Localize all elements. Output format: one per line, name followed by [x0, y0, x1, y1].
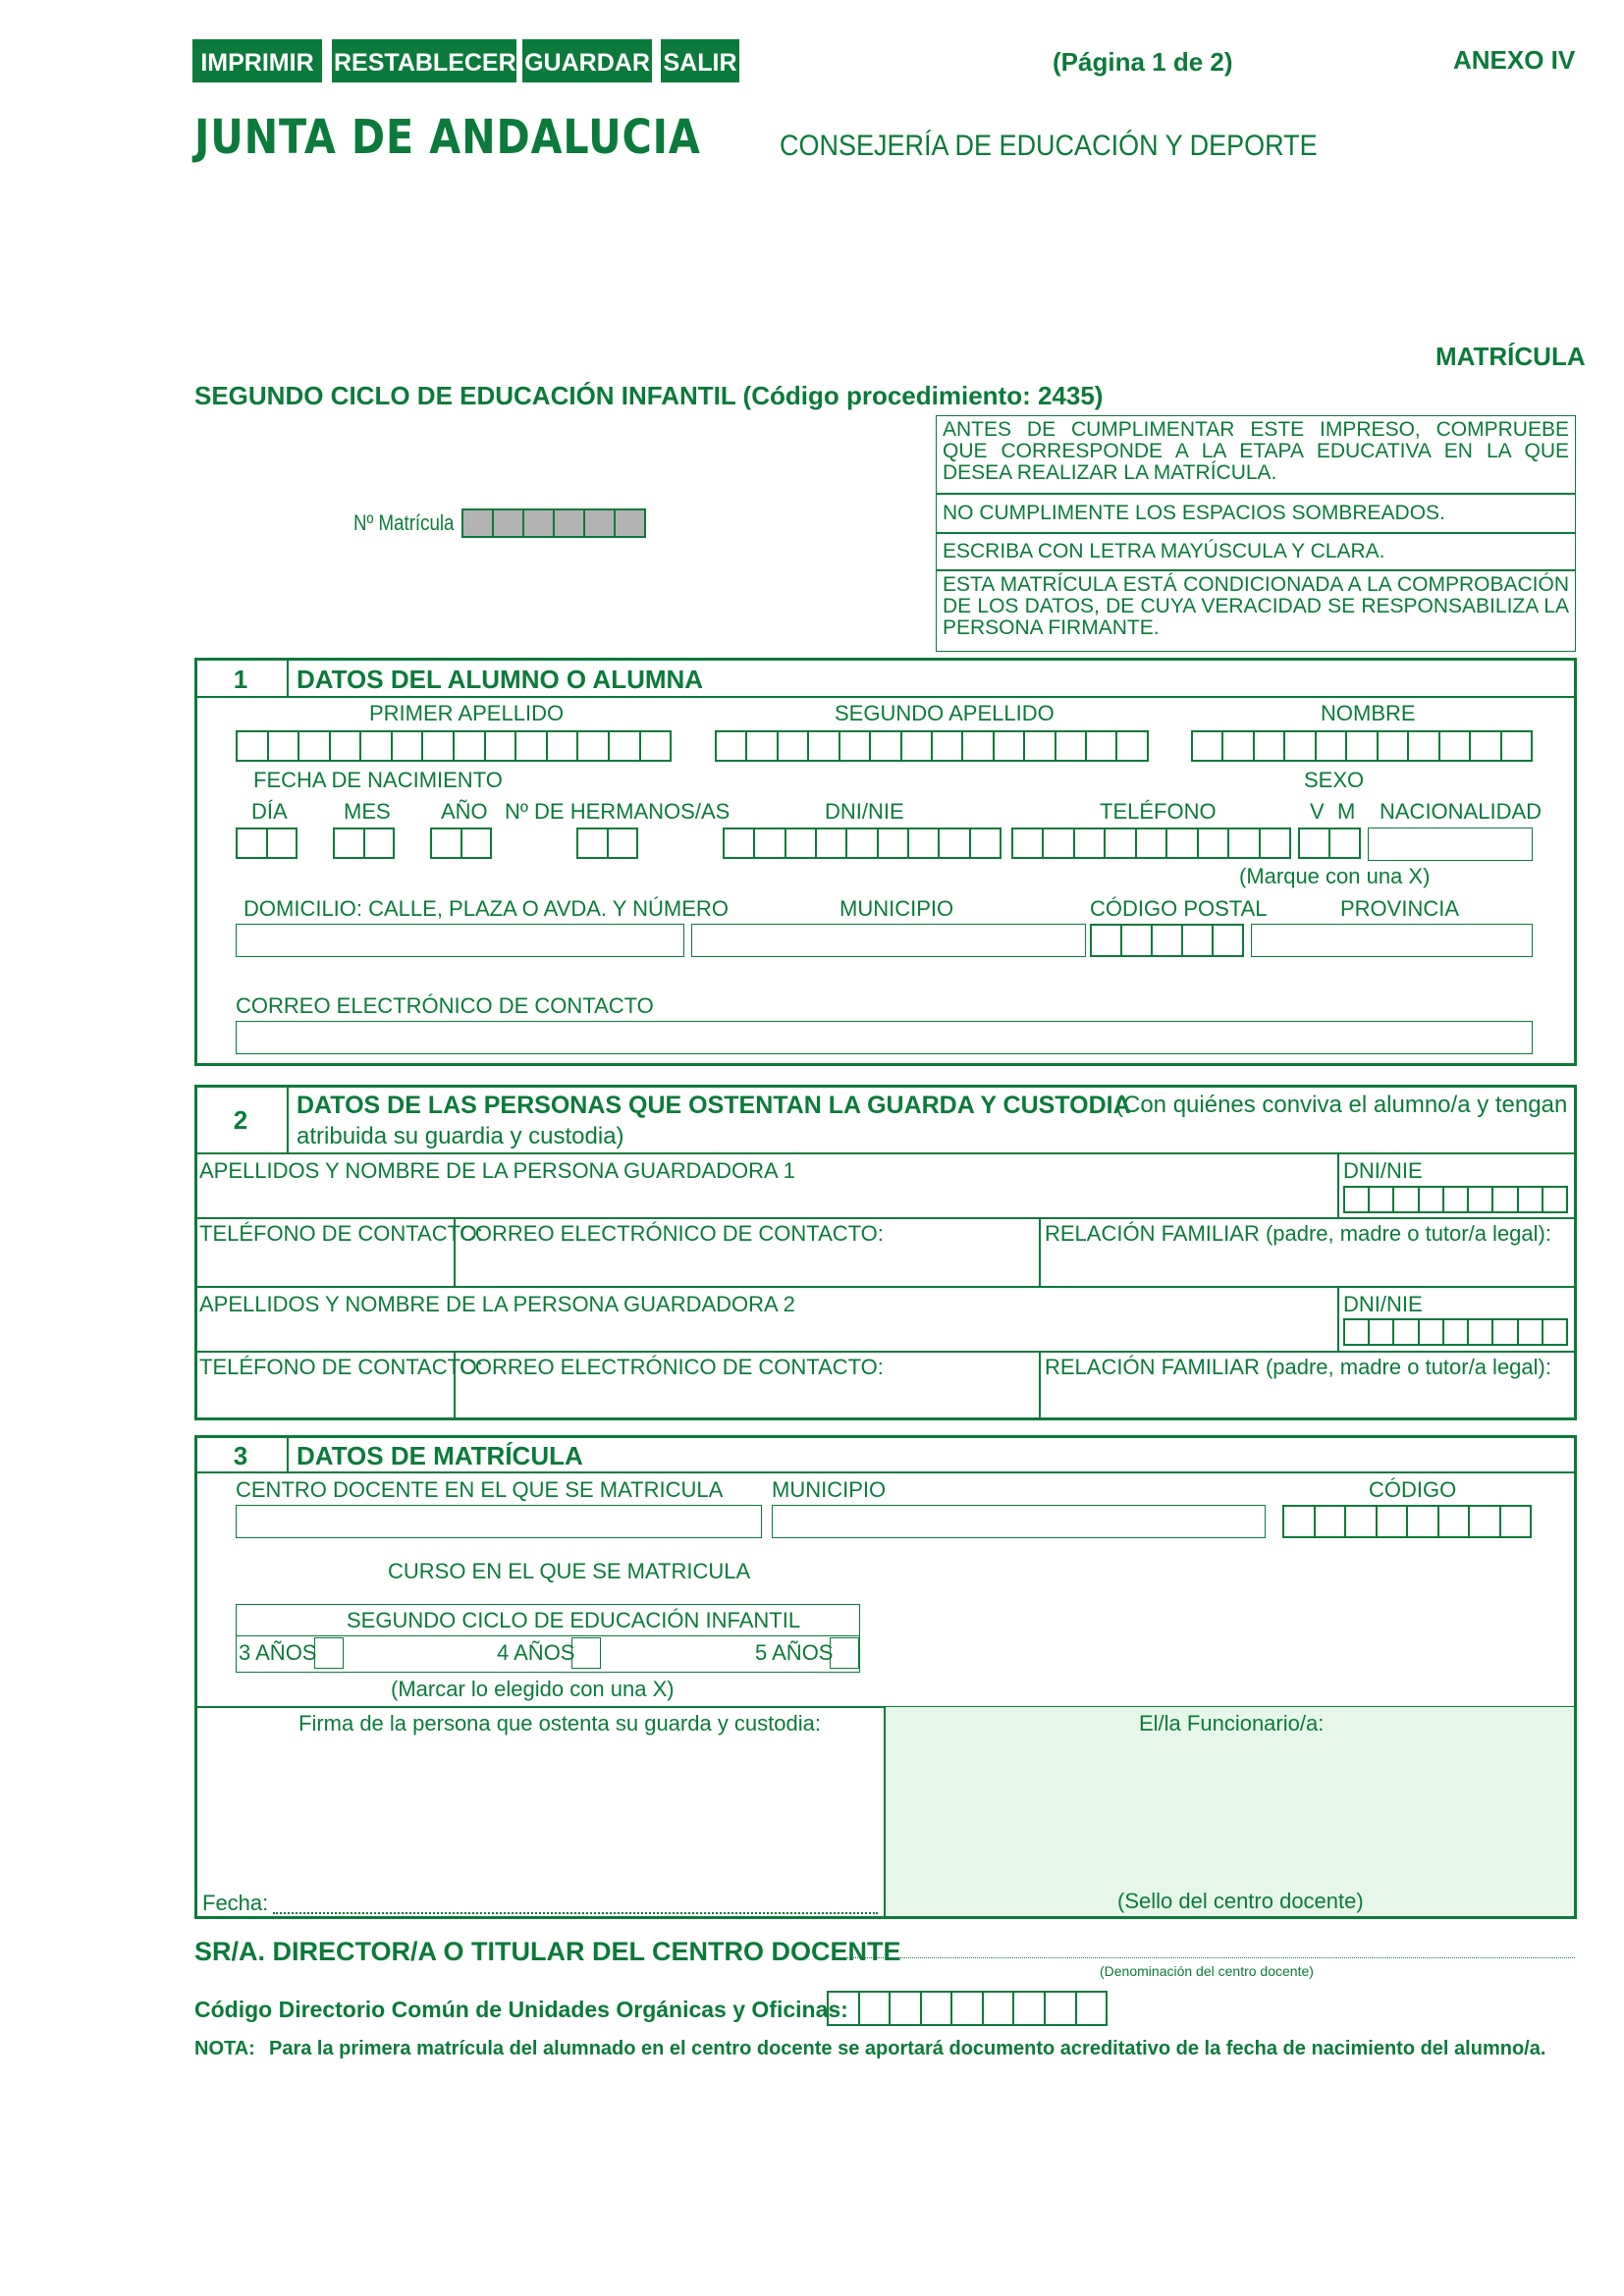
label-guardadora2: APELLIDOS Y NOMBRE DE LA PERSONA GUARDADORA 2: [199, 1292, 795, 1316]
label-nacionalidad: NACIONALIDAD: [1380, 799, 1543, 824]
label-dia: DÍA: [251, 799, 288, 824]
fecha-line[interactable]: [273, 1912, 878, 1914]
checkbox-4-anos[interactable]: [571, 1637, 601, 1669]
label-ciclo: SEGUNDO CICLO DE EDUCACIÓN INFANTIL: [347, 1608, 801, 1632]
label-primer-apellido: PRIMER APELLIDO: [369, 701, 565, 725]
nombre-input[interactable]: [1191, 730, 1533, 762]
dia-input[interactable]: [236, 828, 298, 859]
label-s3-municipio: MUNICIPIO: [772, 1477, 887, 1502]
label-opt3: 3 AÑOS: [239, 1640, 317, 1665]
note-etapa: ANTES DE CUMPLIMENTAR ESTE IMPRESO, COMPRUEBE QUE CORRESPONDE A LA ETAPA EDUCATIVA EN LA QUE DESEA REALIZAR LA MATRÍCULA.: [936, 415, 1576, 494]
marque-hint: (Marque con una X): [1239, 864, 1431, 888]
label-g1-dni: DNI/NIE: [1343, 1158, 1423, 1183]
checkbox-3-anos[interactable]: [314, 1637, 344, 1669]
dir3-input[interactable]: [827, 1991, 1108, 2026]
label-sexo: SEXO: [1304, 768, 1365, 792]
label-firma: Firma de la persona que ostenta su guarda y custodia:: [298, 1711, 821, 1735]
label-hermanos: Nº DE HERMANOS/AS: [505, 799, 731, 824]
label-g2-telefono: TELÉFONO DE CONTACTO:: [199, 1355, 483, 1379]
label-municipio: MUNICIPIO: [839, 896, 954, 921]
sexo-input[interactable]: [1298, 828, 1361, 859]
s3-municipio-input[interactable]: [772, 1505, 1266, 1538]
director-label: SR/A. DIRECTOR/A O TITULAR DEL CENTRO DOCENTE: [194, 1937, 901, 1966]
label-funcionario: El/la Funcionario/a:: [1139, 1711, 1325, 1735]
hermanos-input[interactable]: [576, 828, 638, 859]
label-centro: CENTRO DOCENTE EN EL QUE SE MATRICULA: [236, 1477, 724, 1502]
label-marcar: (Marcar lo elegido con una X): [391, 1677, 675, 1701]
page-indicator: (Página 1 de 2): [1053, 47, 1233, 77]
primer-apellido-input[interactable]: [236, 730, 672, 762]
label-g1-relacion: RELACIÓN FAMILIAR (padre, madre o tutor/a legal):: [1045, 1221, 1551, 1246]
section2-subtitle-b: atribuida su guardia y custodia): [297, 1123, 624, 1149]
section3-title: DATOS DE MATRÍCULA: [297, 1441, 583, 1470]
mes-input[interactable]: [333, 828, 395, 859]
denominacion-line[interactable]: [837, 1957, 1575, 1958]
centro-input[interactable]: [236, 1505, 762, 1538]
label-sello: (Sello del centro docente): [1117, 1889, 1364, 1913]
label-guardadora1: APELLIDOS Y NOMBRE DE LA PERSONA GUARDADORA 1: [199, 1158, 795, 1183]
reset-button[interactable]: RESTABLECER: [332, 39, 516, 82]
checkbox-5-anos[interactable]: [830, 1637, 859, 1669]
print-button[interactable]: IMPRIMIR: [192, 39, 322, 82]
section1-number: 1: [233, 665, 248, 694]
note-sombreados: NO CUMPLIMENTE LOS ESPACIOS SOMBREADOS.: [936, 494, 1576, 533]
exit-button[interactable]: SALIR: [661, 39, 739, 82]
correo-input[interactable]: [236, 1021, 1533, 1054]
label-nombre: NOMBRE: [1321, 701, 1416, 725]
label-segundo-apellido: SEGUNDO APELLIDO: [835, 701, 1055, 725]
matricula-cells: [461, 508, 646, 538]
label-fecha-nacimiento: FECHA DE NACIMIENTO: [253, 768, 503, 792]
dni-input[interactable]: [723, 828, 1001, 859]
label-opt5: 5 AÑOS: [755, 1640, 834, 1665]
label-g2-dni: DNI/NIE: [1343, 1292, 1423, 1316]
segundo-apellido-input[interactable]: [715, 730, 1149, 762]
nacionalidad-input[interactable]: [1368, 828, 1533, 861]
matricula-label: Nº Matrícula: [353, 510, 455, 535]
codigo-postal-input[interactable]: [1090, 924, 1244, 957]
note-mayuscula: ESCRIBA CON LETRA MAYÚSCULA Y CLARA.: [936, 533, 1576, 570]
label-curso: CURSO EN EL QUE SE MATRICULA: [388, 1559, 751, 1583]
note-condicionada: ESTA MATRÍCULA ESTÁ CONDICIONADA A LA COMPROBACIÓN DE LOS DATOS, DE CUYA VERACIDAD SE RESPONSABILIZA LA PERSONA FIRMANTE.: [936, 570, 1576, 652]
municipio-input[interactable]: [691, 924, 1086, 957]
label-s3-codigo: CÓDIGO: [1369, 1477, 1457, 1502]
label-g2-correo: CORREO ELECTRÓNICO DE CONTACTO:: [460, 1355, 884, 1379]
annex-label: ANEXO IV: [1453, 45, 1576, 75]
label-g1-telefono: TELÉFONO DE CONTACTO:: [199, 1221, 483, 1246]
provincia-input[interactable]: [1251, 924, 1533, 957]
label-mes: MES: [344, 799, 391, 824]
sello-area: [886, 1707, 1574, 1916]
label-telefono: TELÉFONO: [1100, 799, 1217, 824]
form-type: MATRÍCULA: [1435, 342, 1586, 371]
label-opt4: 4 AÑOS: [497, 1640, 575, 1665]
section2-number: 2: [233, 1105, 248, 1135]
label-fecha: Fecha:: [202, 1891, 269, 1915]
logo-text: JUNTA DE ANDALUCIA: [194, 110, 701, 165]
dir3-label: Código Directorio Común de Unidades Orgánicas y Oficinas:: [194, 1997, 848, 2022]
label-provincia: PROVINCIA: [1340, 896, 1460, 921]
denominacion-hint: (Denominación del centro docente): [1100, 1963, 1314, 1979]
label-g2-relacion: RELACIÓN FAMILIAR (padre, madre o tutor/a legal):: [1045, 1355, 1551, 1379]
section3-number: 3: [233, 1441, 248, 1470]
g1-dni-input[interactable]: [1343, 1186, 1568, 1213]
label-correo: CORREO ELECTRÓNICO DE CONTACTO: [236, 993, 654, 1018]
label-g1-correo: CORREO ELECTRÓNICO DE CONTACTO:: [460, 1221, 884, 1246]
label-codigo-postal: CÓDIGO POSTAL: [1090, 896, 1268, 921]
label-domicilio: DOMICILIO: CALLE, PLAZA O AVDA. Y NÚMERO: [244, 896, 729, 921]
centro-codigo-input[interactable]: [1282, 1505, 1532, 1538]
procedure-title: SEGUNDO CICLO DE EDUCACIÓN INFANTIL (Código procedimiento: 2435): [194, 381, 1104, 410]
save-button[interactable]: GUARDAR: [522, 39, 652, 82]
ministry-name: CONSEJERÍA DE EDUCACIÓN Y DEPORTE: [780, 130, 1318, 162]
domicilio-input[interactable]: [236, 924, 684, 957]
telefono-input[interactable]: [1011, 828, 1291, 859]
label-sexo-m: M: [1337, 799, 1356, 824]
section1-title: DATOS DEL ALUMNO O ALUMNA: [297, 665, 704, 694]
section2-title: DATOS DE LAS PERSONAS QUE OSTENTAN LA GUARDA Y CUSTODIA: [297, 1092, 1131, 1119]
label-dni: DNI/NIE: [825, 799, 904, 824]
label-anio: AÑO: [441, 799, 488, 824]
g2-dni-input[interactable]: [1343, 1318, 1568, 1346]
nota-label: NOTA:: [194, 2038, 255, 2059]
anio-input[interactable]: [430, 828, 492, 859]
label-sexo-v: V: [1310, 799, 1325, 824]
nota-text: Para la primera matrícula del alumnado en el centro docente se aportará documento acreditativo de la fecha de nacimiento del alumno/a.: [269, 2038, 1546, 2059]
section2-subtitle-a: (Con quiénes conviva el alumno/a y tengan: [1115, 1092, 1568, 1118]
